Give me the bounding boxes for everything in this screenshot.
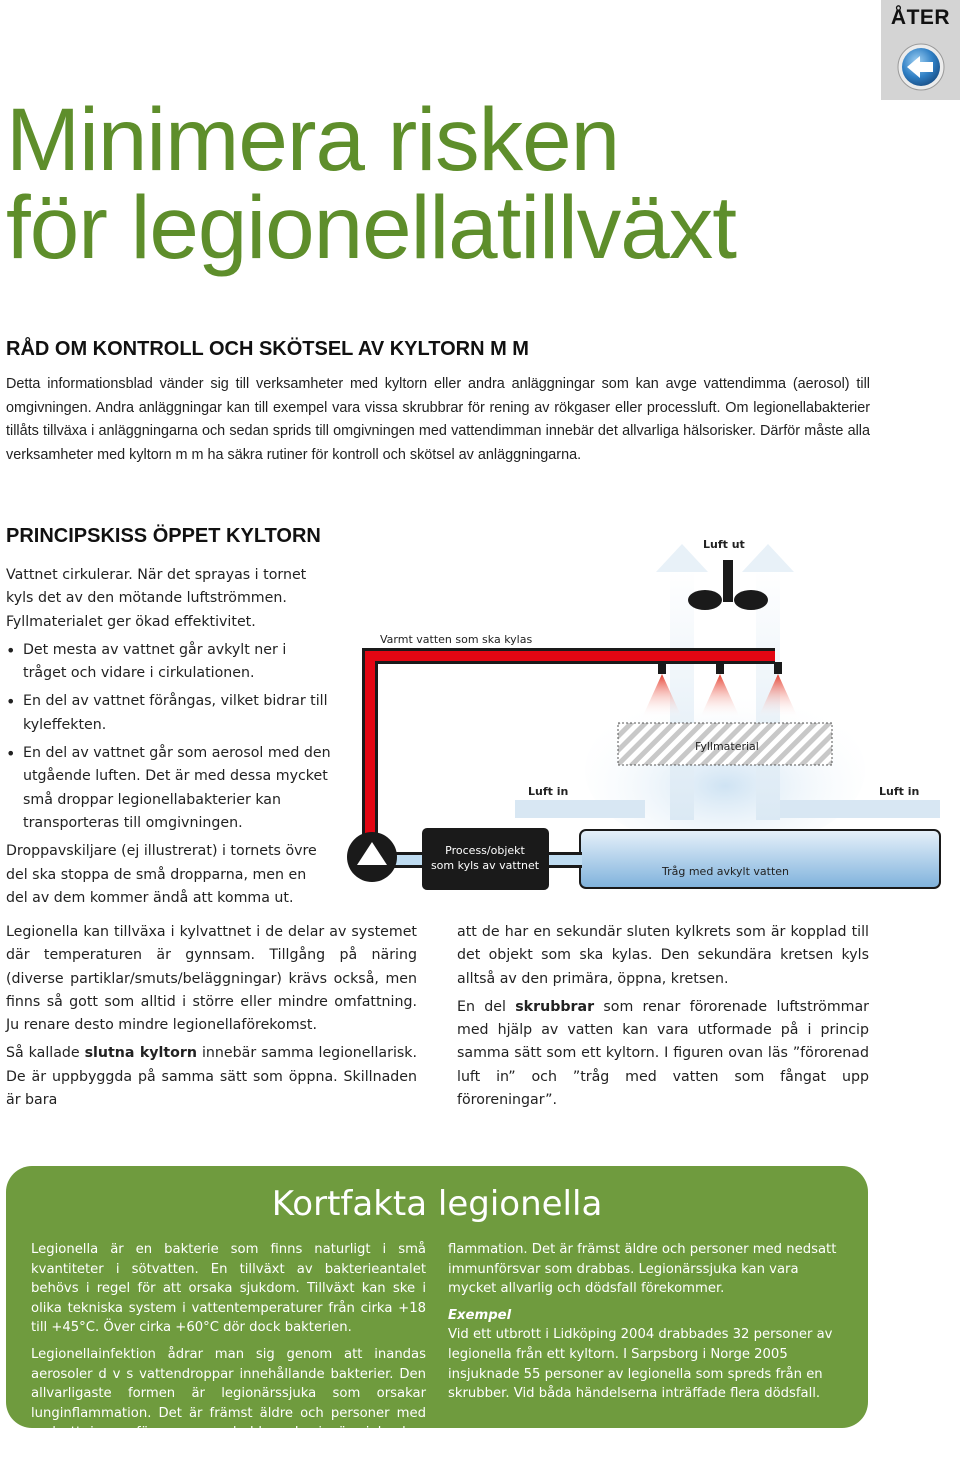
sketch-bullet: • En del av vattnet går som aerosol med den utgående luften. Det är med dessa mycket små droppar legionellabakterier kan transporteras till omgivningen.	[6, 742, 332, 835]
back-arrow-icon[interactable]	[896, 42, 946, 92]
cooling-basin	[580, 830, 940, 888]
sketch-heading: PRINCIPSKISS ÖPPET KYLTORN	[6, 525, 321, 547]
process-label-line-1: Process/objekt	[445, 844, 525, 857]
sketch-bullet: • En del av vattnet förångas, vilket bidrar till kyleffekten.	[6, 690, 332, 737]
body-left-paragraph-2: Så kallade slutna kyltorn innebär samma legionellarisk. De är uppbyggda på samma sätt som öppna. Skillnaden är bara	[6, 1045, 417, 1109]
closed-cooling-tower-term: slutna kyltorn	[84, 1045, 198, 1062]
process-label-line-2: som kyls av vattnet	[430, 859, 540, 872]
facts-left-paragraph-1: Legionella är en bakterie som finns naturligt i små kvantiteter i sötvatten. En tillväxt av bakterieantalet behövs i regel för att orsaka sjukdom. Tillväxt kan ske i olika tekniska system i vattentemperaturer från cirka +18 till +45°C. Över cirka +60°C dör dock bakterien.	[31, 1242, 426, 1336]
body-left-paragraph-1: Legionella kan tillväxa i kylvattnet i de delar av systemet där temperaturen är gynnsam. Tillgång på näring (diverse partiklar/smuts/beläggningar) krävs också, men finns så gott som alltid i större eller mindre omfattning. Ju renare desto mindre legionellaförekomst.	[6, 924, 417, 1034]
spray-nozzles	[642, 662, 798, 718]
facts-left-column	[31, 1240, 426, 1460]
page-title-line-2: för legionellatillväxt	[6, 177, 736, 277]
air-in-left-stream	[515, 800, 645, 818]
facts-box	[6, 1166, 868, 1460]
advice-heading: RÅD OM KONTROLL OCH SKÖTSEL AV KYLTORN M M	[6, 338, 529, 360]
facts-left-paragraph-2: Legionellainfektion ådrar man sig genom att inandas aerosoler d v s vattendroppar innehållande bakterier. Den allvarligaste formen är legionärssjuka som orsakar lunginflammation. Det är främst äldre och personer med nedsatt immunförsvar som drabbas. Legionärssjuka kan vara mycket allvarlig och dödsfall förekommer.	[31, 1346, 426, 1460]
facts-right-column	[448, 1240, 848, 1411]
basin-label: Tråg med avkylt vatten	[662, 865, 790, 878]
body-right-column	[457, 921, 869, 1112]
air-in-right-label: Luft in	[879, 785, 920, 798]
facts-right-paragraph-1: flammation. Det är främst äldre och personer med nedsatt immunförsvar som drabbas. Legionärssjuka kan vara mycket allvarlig och dödsfall förekommer.	[448, 1242, 837, 1297]
sketch-bullet-list	[6, 639, 332, 835]
cooling-tower-diagram	[340, 530, 960, 900]
facts-example-heading: Exempel	[448, 1307, 512, 1323]
pump-icon	[347, 832, 397, 882]
hot-water-label: Varmt vatten som ska kylas	[380, 633, 533, 646]
back-label: ÅTER	[890, 6, 951, 29]
air-in-left-label: Luft in	[528, 785, 569, 798]
air-in-right-stream	[760, 800, 940, 818]
sketch-intro: Vattnet cirkulerar. När det sprayas i tornet kyls det av den mötande luftströmmen. Fyllmaterialet ger ökad effektivitet.	[6, 567, 307, 630]
body-right-paragraph-2: En del skrubbrar som renar förorenade luftströmmar med hjälp av vatten kan vara utformade på i princip samma sätt som ett kyltorn. I figuren ovan läs ”förorenad luft in” och ”tråg med vatten som fångat upp föroreningar”.	[457, 998, 870, 1109]
air-out-label: Luft ut	[703, 538, 745, 551]
page-title-line-1: Minimera risken	[6, 89, 620, 189]
body-right-paragraph-1: att de har en sekundär sluten kylkrets som är kopplad till det objekt som ska kylas. Den sekundära kretsen kyls alltså av den primära, öppna, kretsen.	[457, 924, 869, 987]
scrubber-term: skrubbrar	[515, 998, 595, 1015]
advice-text: Detta informationsblad vänder sig till verksamheter med kyltorn eller andra anläggningar som kan avge vattendimma (aerosol) till omgivningen. Andra anläggningar kan till exempel vara vissa skrubbrar för rening av rökgaser eller processluft. Om legionellabakterier tillåts tillväxa i anläggningarna och sedan sprids till omgivningen med vattendimman innebär det allvarliga hälsorisker. Därför måste alla verksamheter med kyltorn m m ha säkra rutiner för kontroll och skötsel av anläggningarna.	[6, 376, 870, 463]
back-button[interactable]	[881, 0, 960, 100]
body-left-column	[6, 921, 417, 1112]
sketch-outro: Droppavskiljare (ej illustrerat) i tornets övre del ska stoppa de små dropparna, men en del av dem kommer ändå att komma ut.	[6, 843, 317, 906]
facts-title: Kortfakta legionella	[271, 1184, 603, 1224]
sketch-text	[6, 564, 332, 910]
fill-material-label: Fyllmaterial	[695, 740, 759, 753]
facts-example-text: Vid ett utbrott i Lidköping 2004 drabbades 32 personer av legionella från ett kyltorn. I Sarpsborg i Norge 2005 insjuknade 55 personer av legionella som spreds från en skrubber. Vid båda händelserna inträffade flera dödsfall.	[448, 1327, 833, 1402]
sketch-bullet: • Det mesta av vattnet går avkylt ner i tråget och vidare i cirkulationen.	[6, 639, 332, 686]
